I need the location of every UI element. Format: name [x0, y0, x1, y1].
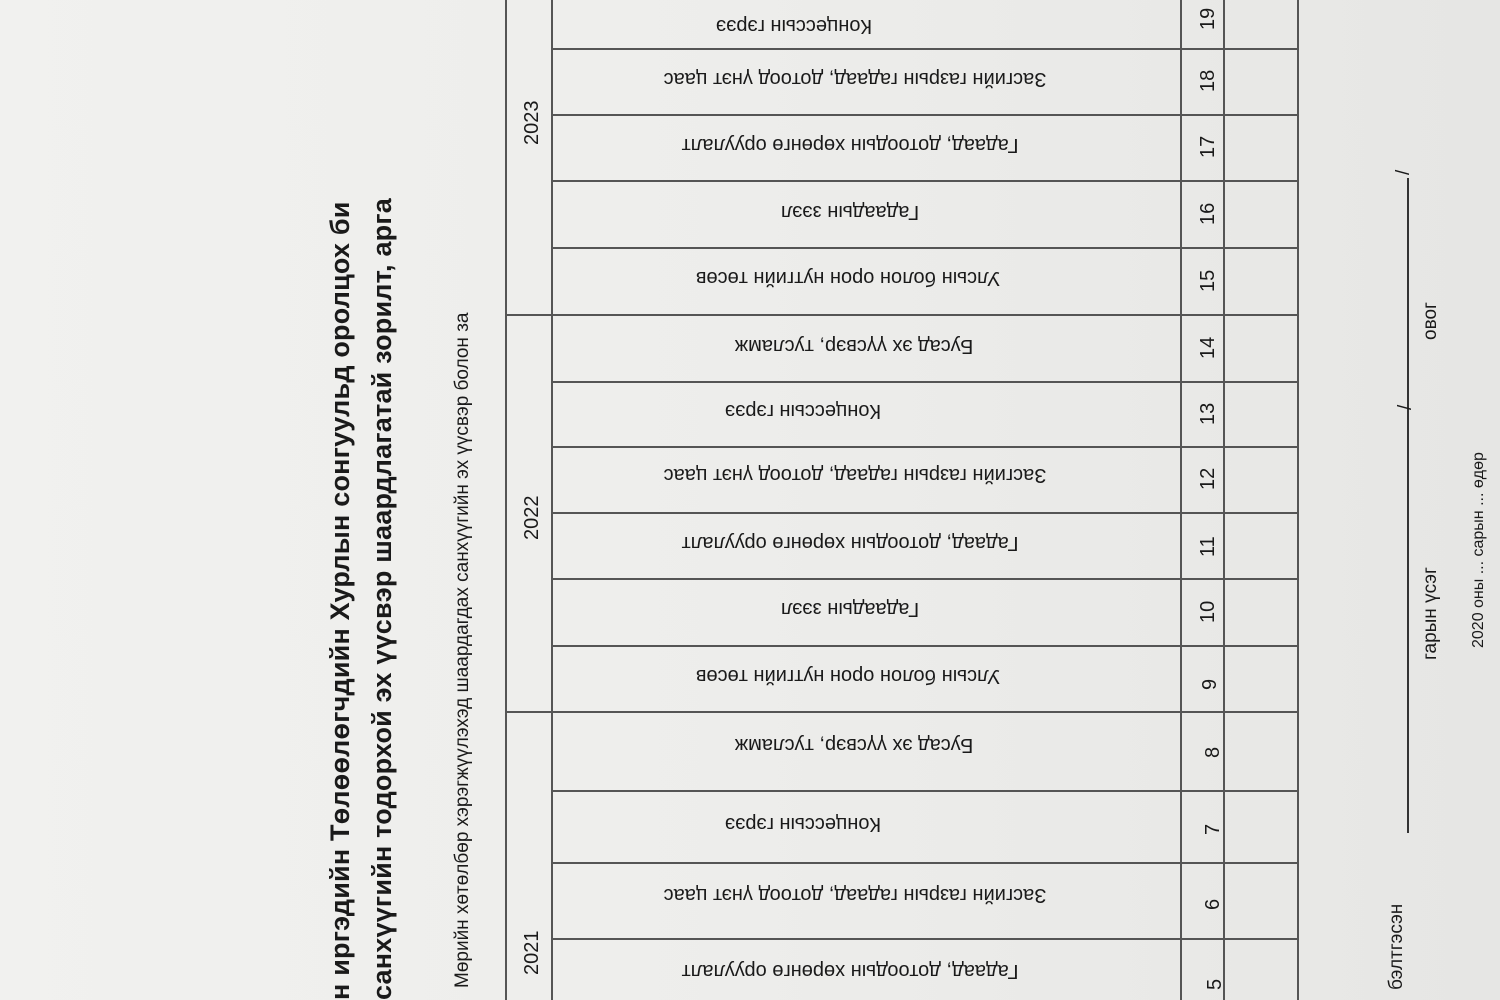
row-number: 19	[1197, 7, 1219, 30]
row-label: Гадаад, дотоодын хөрөнгө оруулалт	[681, 134, 1019, 156]
signature-line	[1407, 178, 1409, 833]
row-number: 6	[1202, 898, 1224, 910]
row-label: Концессын гэрээ	[724, 400, 882, 422]
year-2021: 2021	[521, 930, 543, 975]
year-2022: 2022	[521, 495, 543, 540]
row-number: 9	[1199, 678, 1221, 690]
row-number: 13	[1197, 402, 1219, 425]
row-label: Засгийн газрын гадаад, дотоод үнэт цаас	[663, 68, 1047, 90]
row-number: 10	[1197, 600, 1219, 623]
row-number: 18	[1197, 69, 1219, 92]
row-label: Засгийн газрын гадаад, дотоод үнэт цаас	[663, 464, 1047, 486]
row-number: 17	[1197, 135, 1219, 158]
row-number: 7	[1202, 823, 1224, 835]
row-number: 5	[1204, 978, 1226, 990]
row-number: 16	[1197, 202, 1219, 225]
row-number: 14	[1197, 336, 1219, 359]
signature-label: гарын үсэг	[1420, 567, 1441, 660]
surname-label: овог	[1420, 302, 1441, 340]
row-number: 11	[1197, 536, 1219, 557]
row-label: Бусад эх үүсвэр, тусламж	[734, 335, 974, 357]
row-label: Улсын болон орон нутгийн төсөв	[695, 665, 1001, 687]
slash-separator-1: /	[1395, 404, 1416, 410]
row-label: Гадаадын зээл	[780, 201, 920, 223]
prepared-by-label: бэлтгэсэн	[1386, 903, 1407, 990]
document-subtitle: Мөрийн хөтөлбөр хэрэгжүүлэхэд шаардагдах санхүүгийн эх үүсвэр болон за	[452, 312, 473, 988]
year-2023: 2023	[521, 100, 543, 145]
row-number: 8	[1202, 746, 1224, 758]
row-label: Засгийн газрын гадаад, дотоод үнэт цаас	[663, 884, 1047, 906]
document-title-line-1: н иргэдийн Төлөөлөгчдийн Хурлын сонгуульд оролцох би	[325, 201, 355, 1000]
slash-separator-2: /	[1393, 169, 1414, 175]
row-number: 15	[1197, 269, 1219, 292]
date-field: 2020 оны ... сарын ... өдөр	[1470, 452, 1487, 648]
row-label: Гадаад, дотоодын хөрөнгө оруулалт	[681, 960, 1019, 982]
row-label: Гадаад, дотоодын хөрөнгө оруулалт	[681, 532, 1019, 554]
row-label: Гадаадын зээл	[780, 598, 920, 620]
row-label: Улсын болон орон нутгийн төсөв	[695, 267, 1001, 289]
row-label: Бусад эх үүсвэр, тусламж	[734, 734, 974, 756]
row-number: 12	[1197, 467, 1219, 490]
document-title-line-2: санхүүгийн тодорхой эх үүсвэр шаардлагатай зорилт, арга	[367, 197, 397, 1000]
row-label: Концессын гэрээ	[715, 15, 873, 37]
row-label: Концессын гэрээ	[724, 813, 882, 835]
